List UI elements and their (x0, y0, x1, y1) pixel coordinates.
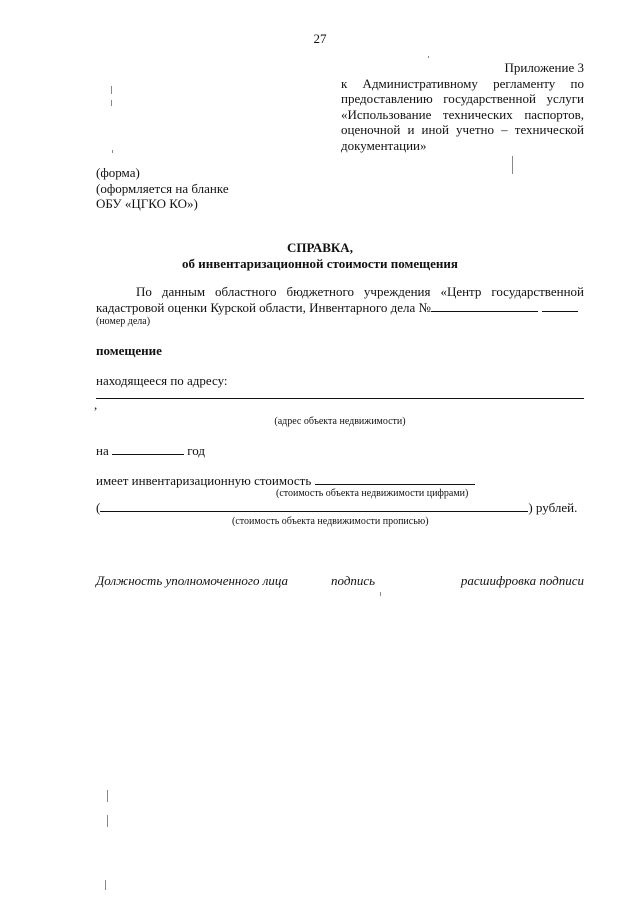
year-prefix: на (96, 443, 109, 458)
scan-speck (380, 592, 381, 596)
value-label: имеет инвентаризационную стоимость (96, 473, 312, 488)
signature-label: подпись (331, 573, 376, 588)
value-digits-hint: (стоимость объекта недвижимости цифрами) (276, 488, 469, 499)
scan-speck (105, 880, 106, 890)
case-number-hint: (номер дела) (96, 316, 151, 327)
scan-speck (428, 56, 429, 58)
address-label: находящееся по адресу: (96, 373, 228, 388)
form-note-line: (оформляется на бланке (96, 180, 229, 196)
value-words-hint: (стоимость объекта недвижимости прописью) (232, 516, 429, 527)
value-words-row (96, 500, 584, 516)
appendix-line: предоставлению государственной услуги (341, 91, 584, 107)
appendix-block (341, 60, 584, 154)
value-row (96, 473, 475, 489)
open-paren: ( (96, 500, 101, 515)
intro-line-2: кадастровой оценки Курской области, Инвентарного дела № (96, 300, 431, 315)
appendix-line: оценочной и иной учетно – технической (341, 122, 584, 138)
form-note-line: ОБУ «ЦГКО КО») (96, 196, 198, 212)
year-field[interactable] (112, 443, 184, 455)
scan-speck (107, 815, 108, 827)
scan-speck (512, 156, 513, 174)
address-hint: (адрес объекта недвижимости) (274, 416, 406, 427)
object-label: помещение (96, 343, 162, 358)
scan-speck (111, 100, 112, 106)
appendix-line: «Использование технических паспортов, (341, 106, 584, 122)
appendix-line: документации» (341, 137, 427, 153)
case-number-field-extra[interactable] (542, 300, 578, 312)
year-suffix: год (187, 443, 205, 458)
document-title: СПРАВКА, (287, 240, 353, 255)
form-note-line: (форма) (96, 165, 140, 180)
signature-decode-label: расшифровка подписи (460, 573, 584, 588)
form-note (96, 165, 229, 212)
appendix-body (341, 76, 584, 154)
scan-speck (111, 86, 112, 94)
appendix-line: к Административному регламенту по (341, 75, 584, 91)
rubles-text: ) рублей. (528, 500, 578, 515)
value-words-field[interactable] (100, 500, 528, 512)
appendix-title: Приложение 3 (504, 60, 584, 75)
scan-speck (107, 790, 108, 802)
value-digits-field[interactable] (315, 473, 475, 485)
address-comma: , (94, 397, 98, 412)
document-subtitle: об инвентаризационной стоимости помещения (182, 256, 458, 271)
intro-line-1: По данным областного бюджетного учреждения «Центр государственной (136, 284, 584, 299)
page-number: 27 (313, 31, 327, 46)
year-row (96, 443, 205, 459)
position-label: Должность уполномоченного лица (96, 573, 289, 588)
scan-speck (112, 150, 113, 153)
intro-paragraph (96, 284, 584, 316)
case-number-field[interactable] (431, 300, 538, 312)
address-line[interactable] (96, 398, 584, 399)
